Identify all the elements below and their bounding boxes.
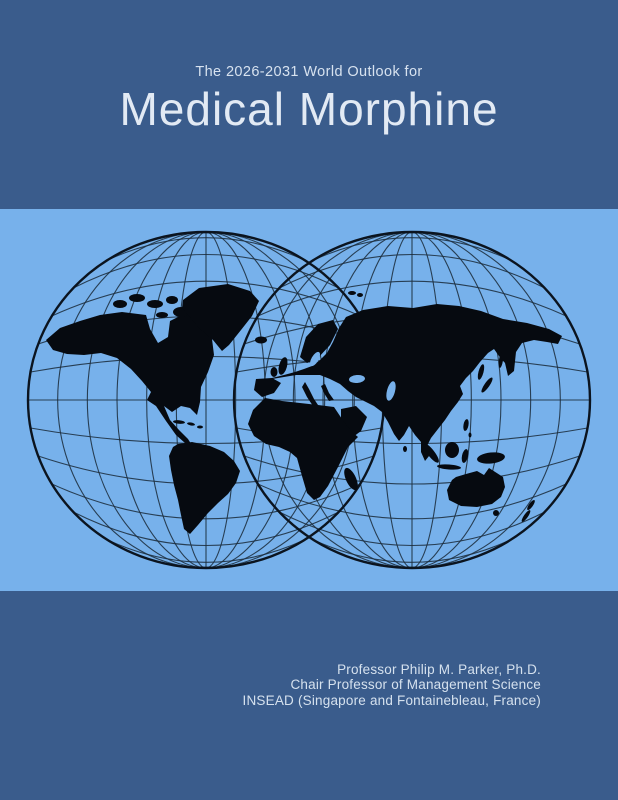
landmasses	[46, 284, 562, 534]
author-title: Chair Professor of Management Science	[290, 677, 541, 693]
landmass-japan-south	[480, 376, 494, 394]
series-title: The 2026-2031 World Outlook for	[195, 64, 423, 80]
landmass-japan-north	[477, 364, 486, 381]
author-name: Professor Philip M. Parker, Ph.D.	[337, 662, 541, 677]
landmass-hispaniola	[187, 422, 195, 426]
landmass-svalbard	[348, 291, 356, 295]
landmass-philippines	[462, 419, 469, 432]
author-affiliation: INSEAD (Singapore and Fontainebleau, France)	[242, 692, 541, 708]
landmass-australia	[447, 468, 505, 507]
landmass-sri-lanka	[403, 446, 407, 452]
landmass-new-guinea	[477, 451, 506, 465]
landmass-north-america	[46, 312, 214, 447]
landmass-tasmania	[493, 510, 499, 516]
landmass-iceland	[255, 337, 267, 344]
landmass-svalbard-2	[357, 293, 363, 297]
landmass-ireland	[271, 367, 278, 377]
map-band	[0, 209, 618, 591]
landmass-java	[437, 464, 461, 471]
world-map-graphic	[0, 209, 618, 591]
product-title: Medical Morphine	[119, 83, 499, 135]
landmass-iberia	[254, 378, 281, 397]
landmass-south-america	[169, 442, 240, 534]
landmass-italy	[302, 382, 318, 406]
landmass-cuba	[173, 420, 185, 425]
landmass-borneo	[445, 442, 459, 458]
landmass-philippines-2	[469, 433, 472, 438]
landmass-antilles	[197, 426, 203, 429]
author-block	[243, 662, 541, 708]
